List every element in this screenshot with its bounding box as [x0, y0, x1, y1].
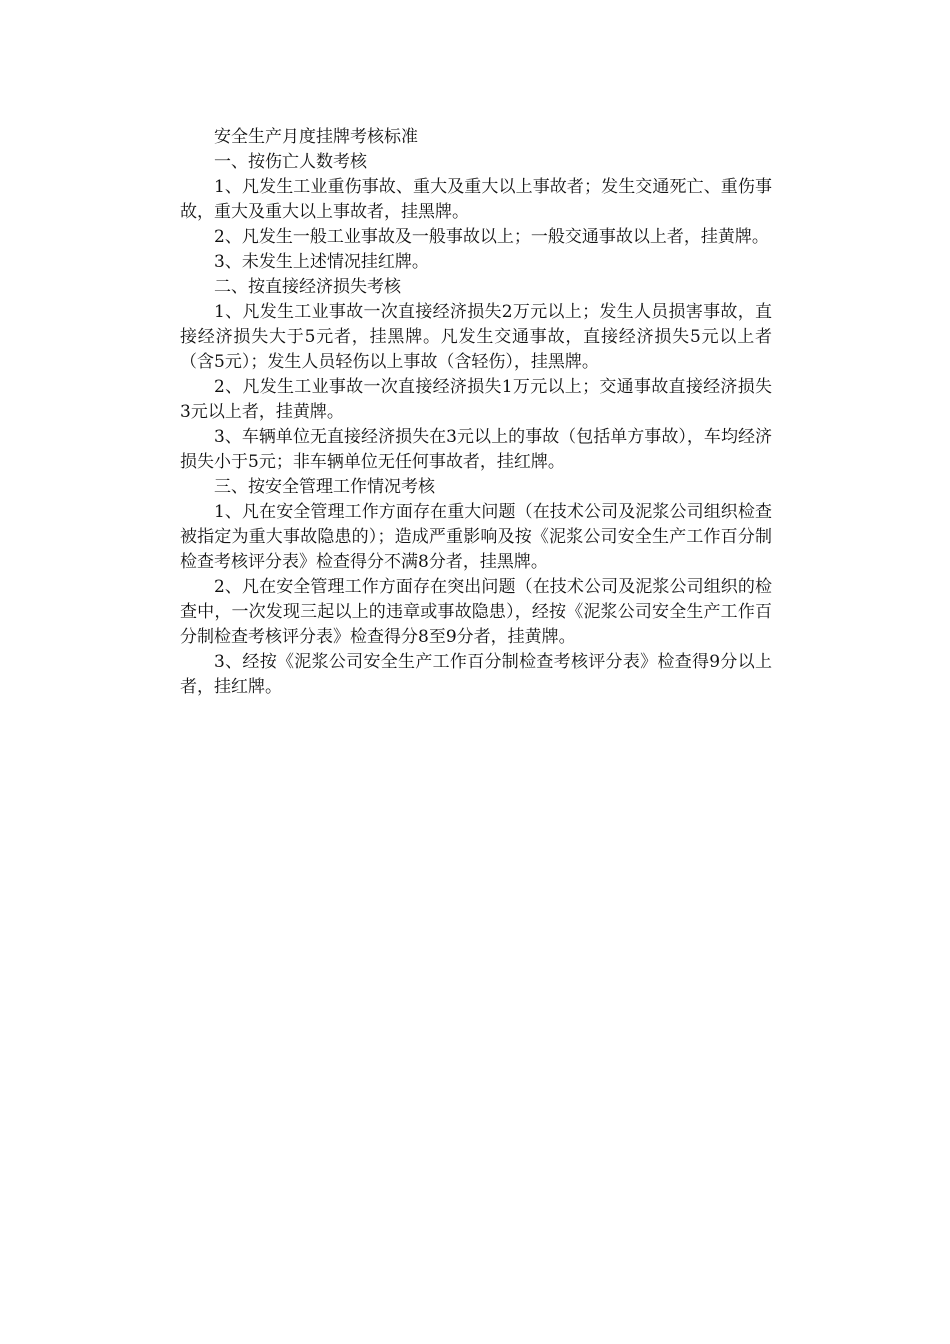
section-heading-2: 二、按直接经济损失考核 [214, 277, 401, 297]
section-1-item-3: 3、未发生上述情况挂红牌。 [214, 252, 429, 272]
section-2-item-3: 3、车辆单位无直接经济损失在3元以上的事故（包括单方事故），车均经济损失小于5元；非车辆单位无任何事故者，挂红牌。 [180, 427, 772, 472]
section-heading-1: 一、按伤亡人数考核 [214, 152, 367, 172]
section-3-item-1: 1、凡在安全管理工作方面存在重大问题（在技术公司及泥浆公司组织检查被指定为重大事故隐患的）；造成严重影响及按《泥浆公司安全生产工作百分制检查考核评分表》检查得分不满8分者，挂黑牌。 [180, 502, 772, 572]
section-1-item-2: 2、凡发生一般工业事故及一般事故以上；一般交通事故以上者，挂黄牌。 [214, 227, 769, 247]
section-3-item-3: 3、经按《泥浆公司安全生产工作百分制检查考核评分表》检查得9分以上者，挂红牌。 [180, 652, 772, 697]
section-heading-3: 三、按安全管理工作情况考核 [214, 477, 435, 497]
document-body [180, 125, 772, 700]
section-2-item-2: 2、凡发生工业事故一次直接经济损失1万元以上；交通事故直接经济损失3元以上者，挂黄牌。 [180, 377, 772, 422]
section-1-item-1: 1、凡发生工业重伤事故、重大及重大以上事故者；发生交通死亡、重伤事故，重大及重大以上事故者，挂黑牌。 [180, 177, 772, 222]
section-2-item-1: 1、凡发生工业事故一次直接经济损失2万元以上；发生人员损害事故，直接经济损失大于5元者，挂黑牌。凡发生交通事故，直接经济损失5元以上者（含5元）；发生人员轻伤以上事故（含轻伤），挂黑牌。 [180, 302, 772, 372]
section-3-item-2: 2、凡在安全管理工作方面存在突出问题（在技术公司及泥浆公司组织的检查中，一次发现三起以上的违章或事故隐患），经按《泥浆公司安全生产工作百分制检查考核评分表》检查得分8至9分者，挂黄牌。 [180, 577, 772, 647]
document-title: 安全生产月度挂牌考核标准 [214, 127, 418, 147]
